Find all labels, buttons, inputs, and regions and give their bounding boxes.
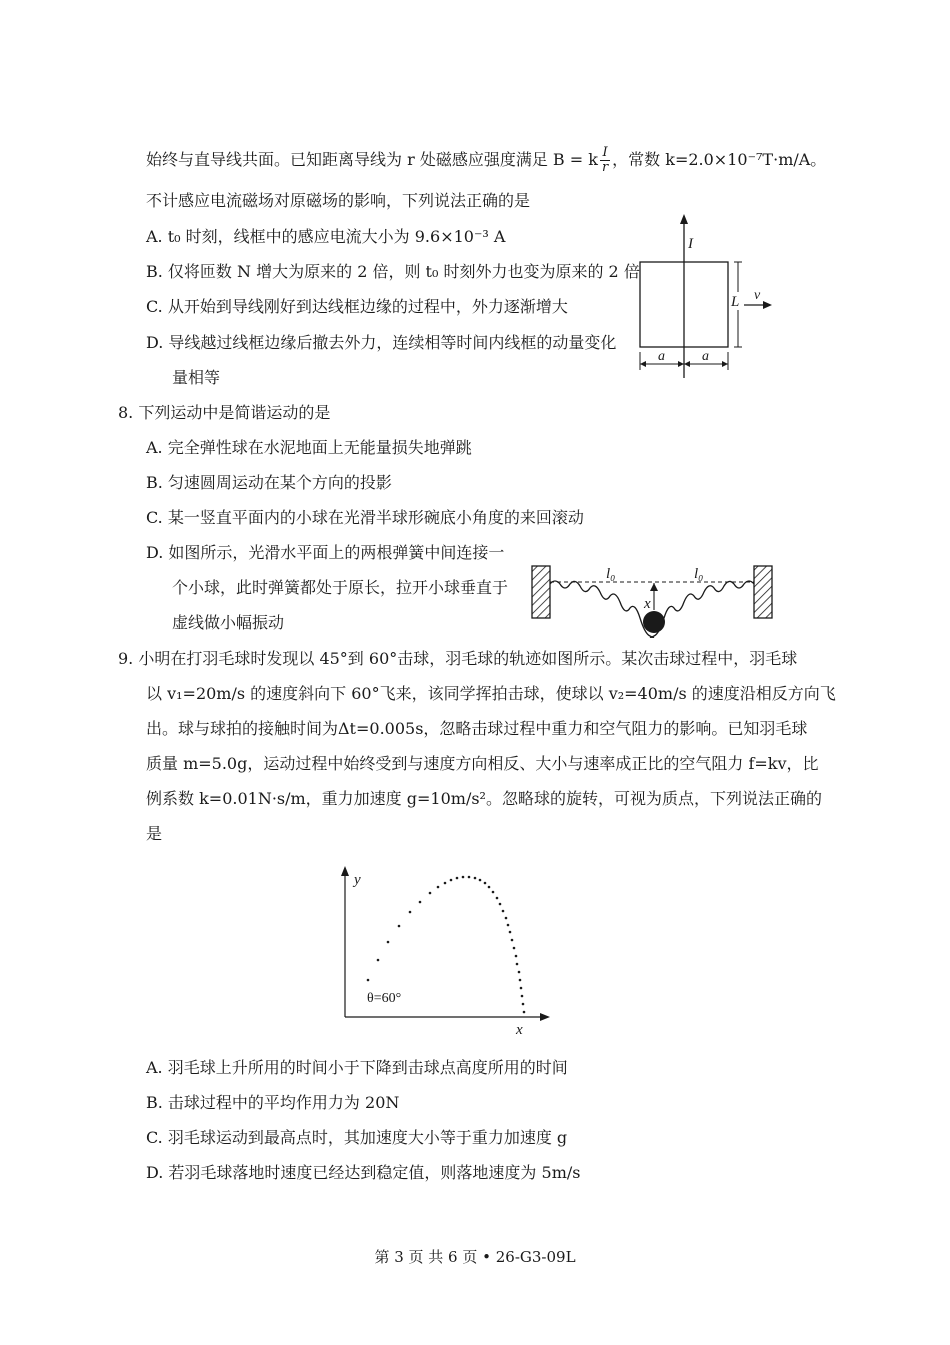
q9-option-a: A. 羽毛球上升所用的时间小于下降到击球点高度所用的时间: [146, 1058, 568, 1077]
q7-current-label: I: [688, 236, 693, 252]
q8-right-wall: [754, 566, 772, 618]
q7-a-label-left: a: [658, 349, 665, 364]
q8-l0-left-label: l₀: [606, 566, 616, 582]
q9-x-label: x: [516, 1022, 523, 1038]
q9-x-axis-arrow: [540, 1013, 550, 1021]
q7-velocity-arrow: [763, 301, 772, 309]
q8-l0-right-label: l₀: [694, 566, 704, 582]
q9-stem-line2: 以 v₁=20m/s 的速度斜向下 60°飞来，该同学挥拍击球，使球以 v₂=40m/s 的速度沿相反方向飞: [146, 684, 836, 703]
q7-dim-arrow-2: [678, 361, 684, 367]
q7-intro-line2: 不计感应电流磁场对原磁场的影响，下列说法正确的是: [146, 191, 531, 210]
q7-dim-arrow-1: [640, 361, 646, 367]
q7-option-a: A. t₀ 时刻，线框中的感应电流大小为 9.6×10⁻³ A: [146, 227, 506, 246]
q9-stem-line1: 9. 小明在打羽毛球时发现以 45°到 60°击球，羽毛球的轨迹如图所示。某次击球过程中，羽毛球: [118, 649, 798, 668]
q9-option-b: B. 击球过程中的平均作用力为 20N: [146, 1093, 400, 1112]
q7-wire-arrow: [680, 214, 688, 224]
q9-angle-label: θ=60°: [367, 991, 402, 1006]
q8-option-a: A. 完全弹性球在水泥地面上无能量损失地弹跳: [146, 438, 472, 457]
q8-displacement-arrow: [650, 583, 658, 591]
q8-left-wall: [532, 566, 550, 618]
q8-option-b: B. 匀速圆周运动在某个方向的投影: [146, 473, 392, 492]
q7-figure: [630, 210, 780, 380]
q9-stem-line6: 是: [146, 824, 163, 843]
q8-right-spring: [650, 581, 754, 638]
q8-figure: [528, 558, 780, 638]
q9-figure: [330, 862, 560, 1042]
q8-figure-svg: [528, 558, 780, 638]
q7-intro-text: 始终与直导线共面。已知距离导线为 r 处磁感应强度满足 B = k: [146, 150, 598, 169]
q7-formula-denominator: r: [601, 160, 609, 175]
q8-option-d-line2: 个小球，此时弹簧都处于原长，拉开小球垂直于: [172, 578, 509, 597]
q9-y-axis-arrow: [341, 866, 349, 876]
q7-option-d-line1: D. 导线越过线框边缘后撤去外力，连续相等时间内线框的动量变化: [146, 333, 617, 352]
q9-stem-line4: 质量 m=5.0g，运动过程中始终受到与速度方向相反、大小与速率成正比的空气阻力 f=kv，比: [146, 754, 819, 773]
q8-left-spring: [550, 581, 654, 638]
q8-ball: [643, 611, 665, 633]
q7-figure-svg: [630, 210, 780, 380]
q7-intro-line1: [146, 146, 826, 175]
q9-y-label: y: [354, 872, 361, 888]
q7-dim-arrow-4: [722, 361, 728, 367]
q7-a-label-right: a: [702, 349, 709, 364]
q8-option-c: C. 某一竖直平面内的小球在光滑半球形碗底小角度的来回滚动: [146, 508, 584, 527]
q7-option-c: C. 从开始到导线刚好到达线框边缘的过程中，外力逐渐增大: [146, 297, 568, 316]
q8-option-d-line1: D. 如图所示，光滑水平面上的两根弹簧中间连接一: [146, 543, 505, 562]
q9-stem-line5: 例系数 k=0.01N·s/m，重力加速度 g=10m/s²。忽略球的旋转，可视为质点，下列说法正确的: [146, 789, 822, 808]
q9-option-d: D. 若羽毛球落地时速度已经达到稳定值，则落地速度为 5m/s: [146, 1163, 581, 1182]
page-footer: 第 3 页 共 6 页 • 26-G3-09L: [374, 1248, 576, 1266]
q7-option-b: B. 仅将匝数 N 增大为原来的 2 倍，则 t₀ 时刻外力也变为原来的 2 倍: [146, 262, 640, 281]
q9-stem-line3: 出。球与球拍的接触时间为Δt=0.005s，忽略击球过程中重力和空气阻力的影响。已知羽毛球: [146, 719, 808, 738]
q9-figure-svg: [330, 862, 560, 1042]
q7-L-label: L: [731, 294, 740, 310]
q7-formula-fraction: [600, 146, 610, 175]
q7-formula-numerator: I: [600, 146, 610, 161]
q7-intro-tail: ，常数 k=2.0×10⁻⁷T·m/A。: [612, 150, 827, 169]
q9-option-c: C. 羽毛球运动到最高点时，其加速度大小等于重力加速度 g: [146, 1128, 568, 1147]
q7-dim-arrow-3: [684, 361, 690, 367]
q8-stem: 8. 下列运动中是简谐运动的是: [118, 403, 331, 422]
q7-v-label: v: [754, 288, 761, 303]
q8-x-label: x: [644, 596, 651, 612]
q7-option-d-line2: 量相等: [172, 368, 221, 387]
q8-option-d-line3: 虚线做小幅振动: [172, 613, 285, 632]
